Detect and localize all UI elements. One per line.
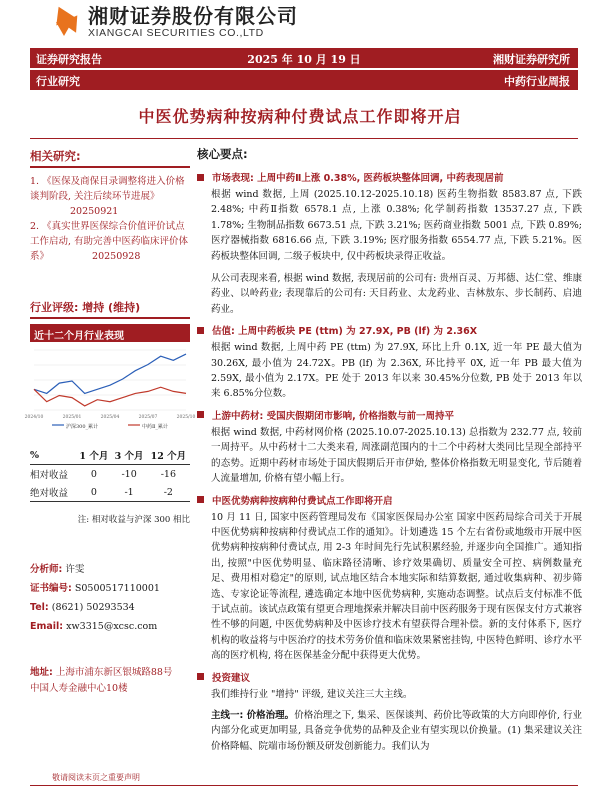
x-tick-label: 2025/01 bbox=[62, 415, 82, 420]
paragraph: 根据 wind 数据, 中药材网价格 (2025.10.07-2025.10.13) 总指数为 232.77 点, 较前一周持平。从中药材十二大类来看, 周涨副范围内的十二个中药材大类同比呈现全部持平的态势。近期中药材市场处于国庆假期后开市伊始, 整体价格指数无明显变化, 节后随着人流量增加, 价格有望小幅上行。 bbox=[211, 426, 582, 485]
legend-label-zy: 中药Ⅱ_累计 bbox=[142, 424, 168, 430]
table-note: 注: 相对收益与沪深 300 相比 bbox=[77, 515, 190, 525]
paragraph bbox=[197, 708, 582, 754]
footer-disclaimer: 敬请阅读末页之重要声明 bbox=[52, 773, 140, 782]
x-tick-label: 2025/04 bbox=[100, 415, 120, 420]
mainline-label: 主线一: 价格治理。 bbox=[211, 709, 295, 721]
performance-chart bbox=[24, 344, 196, 432]
logo-mark-icon bbox=[52, 6, 82, 38]
cert-label: 证书编号: bbox=[30, 583, 72, 594]
bullet-square-icon bbox=[197, 327, 204, 334]
table-cell: 0 bbox=[76, 483, 111, 502]
table-cell: 绝对收益 bbox=[30, 483, 76, 502]
page-title: 中医优势病种按病种付费试点工作即将开启 bbox=[138, 107, 462, 126]
key-points-heading: 核心要点: bbox=[197, 147, 248, 161]
bullet-square-icon bbox=[197, 496, 204, 503]
table-header-cell: 3 个月 bbox=[112, 446, 147, 465]
table-cell: -10 bbox=[121, 468, 137, 480]
email-address[interactable]: xw3315@xcsc.com bbox=[66, 621, 158, 632]
bullet-square-icon bbox=[197, 174, 204, 181]
tel-number: (8621) 50293534 bbox=[51, 602, 135, 613]
performance-chart-svg bbox=[24, 344, 196, 432]
related-item-date: 20250928 bbox=[92, 251, 141, 262]
bullet-square-icon bbox=[197, 411, 204, 418]
x-tick-label: 2025/07 bbox=[138, 415, 158, 420]
paragraph: 我们维持行业 "增持" 评级, 建议关注三大主线。 bbox=[211, 688, 413, 700]
bullet-square-icon bbox=[197, 673, 204, 680]
related-research-list bbox=[30, 174, 190, 264]
address-line-1: 上海市浦东新区银城路88号 bbox=[55, 667, 173, 678]
analyst-name: 许雯 bbox=[65, 564, 85, 575]
title-divider bbox=[30, 138, 578, 139]
analyst-info bbox=[30, 560, 200, 636]
header-band-top bbox=[30, 48, 578, 68]
paragraph: 根据 wind 数据, 上周 (2025.10.12-2025.10.18) 医药生物指数 8583.87 点, 下跌 2.48%; 中药Ⅱ指数 6578.1 点, 上涨 0.38%; 化学制药指数 13537.27 点, 下跌 1.78%; 生物制品指数 6673.51 点, 下跌 3.21%; 医药商业指数 5001 点, 下跌 0.89%; 医疗器械指数 6816.66 点, 下跌 3.19%; 医疗服务指数 6554.77 点, 下跌 5.21%。医药板块整体回调, 二级子板块中, 仅中药板块录得正收益。 bbox=[211, 189, 582, 262]
section-heading-valuation: 估值: 上周中药板块 PE (ttm) 为 27.9X, PB (lf) 为 2.36X bbox=[197, 323, 582, 337]
left-sidebar bbox=[30, 148, 190, 264]
paragraph: 从公司表现来看, 根据 wind 数据, 表现居前的公司有: 贵州百灵、万邦德、达仁堂、维康药业、以岭药业; 表现靠后的公司有: 天目药业、太龙药业、吉林敖东、步长制药、启迪药业。 bbox=[211, 273, 582, 315]
footer-divider bbox=[30, 785, 578, 786]
header-band-bottom bbox=[30, 70, 578, 90]
report-type: 证券研究报告 bbox=[36, 53, 102, 66]
cert-number: S0500517110001 bbox=[74, 583, 160, 594]
table-header-cell: 1 个月 bbox=[76, 446, 111, 465]
table-row bbox=[30, 483, 190, 502]
related-item[interactable] bbox=[30, 174, 190, 219]
institute-name: 湘财证券研究所 bbox=[493, 53, 570, 66]
analyst-label: 分析师: bbox=[30, 564, 63, 575]
address-label: 地址: bbox=[30, 667, 53, 678]
paragraph: 10 月 11 日, 国家中医药管理局发布《国家医保局办公室 国家中医药局综合司关于开展中医优势病种按病种付费试点工作的通知》。计划遴选 15 个左右省份或地级市开展中医优势病种按病种付费试点, 用 2-3 年时间先行先试积累经验, 并逐步向全国推广。通知指出, 按照"中医优势明显、临床路径清晰、诊疗效果确切、质量安全可控、病例数量充足、费用相对稳定"的原则, 试点地区结合本地实际和结算数据, 通过收集病种、初步筛选、专家论证等流程, 遴选确定本地中医优势病种, 实施动态调整。试点后支付标准不低于试点前。该试点政策有望更合理地探索并解决目前中医药服务于现有医保支付方式兼容性不够的问题, 中医优势病种及中医诊疗技术有望获得合理补偿。新的支付体系下, 医疗机构的收益将与中医治疗的技术劳务价值和临床效果紧密挂钩, 中医特色鲜明、诊疗水平高的医疗机构, 将在医保基金分配中获得更大优势。 bbox=[211, 511, 582, 662]
performance-chart-title: 近十二个月行业表现 bbox=[30, 324, 190, 342]
report-date: 2025 年 10 月 19 日 bbox=[247, 53, 361, 66]
related-research-heading: 相关研究: bbox=[30, 148, 190, 168]
address-line-2: 中国人寿金融中心10楼 bbox=[30, 683, 128, 694]
logo-cn-text: 湘财证券股份有限公司 bbox=[88, 4, 298, 28]
table-header-cell: % bbox=[30, 446, 76, 465]
series-line-zy bbox=[34, 387, 186, 406]
performance-table bbox=[30, 446, 190, 502]
tel-label: Tel: bbox=[30, 602, 49, 613]
table-row bbox=[30, 465, 190, 484]
related-item-date: 20250921 bbox=[70, 206, 119, 217]
table-header-row bbox=[30, 446, 190, 465]
company-logo bbox=[52, 4, 298, 40]
main-content bbox=[197, 146, 582, 754]
section-heading-materials: 上游中药材: 受国庆假期闭市影响, 价格指数与前一周持平 bbox=[197, 408, 582, 422]
logo-en-text: XIANGCAI SECURITIES CO.,LTD bbox=[88, 27, 264, 39]
table-header-cell: 12 个月 bbox=[147, 446, 190, 465]
table-cell: -2 bbox=[147, 483, 190, 502]
related-item-title[interactable]: 1. 《医保及商保目录调整将进入价格谈判阶段, 关注后续环节进展》 bbox=[30, 176, 185, 202]
paragraph: 根据 wind 数据, 上周中药 PE (ttm) 为 27.9X, 环比上升 0.1X, 近一年 PE 最大值为 30.26X, 最小值为 24.72X。PB (lf) 为 2.36X, 环比持平 0X, 近一年 PB 最大值为 2.59X, 最小值为 2.17X。PE 处于 2013 年以来 30.45%分位数, PB 处于 2013 年以来 6.85%分位数。 bbox=[211, 342, 582, 400]
industry-rating: 行业评级: 增持 (维持) bbox=[30, 299, 190, 319]
table-cell: -16 bbox=[160, 468, 177, 480]
section-heading-policy: 中医优势病种按病种付费试点工作即将开启 bbox=[197, 493, 582, 507]
address-info bbox=[30, 665, 205, 697]
related-item-title[interactable]: 2. 《真实世界医保综合价值评价试点工作启动, 有助完善中医药临床评价体系》 bbox=[30, 221, 189, 262]
related-item[interactable] bbox=[30, 219, 190, 264]
research-category: 行业研究 bbox=[36, 75, 80, 88]
legend-label-hs300: 沪深300_累计 bbox=[66, 424, 99, 430]
table-cell: -1 bbox=[112, 483, 147, 502]
table-cell: 0 bbox=[90, 468, 97, 480]
section-heading-investment: 投资建议 bbox=[197, 670, 582, 684]
email-label: Email: bbox=[30, 621, 64, 632]
x-tick-label: 2025/10 bbox=[176, 415, 196, 420]
table-cell: 相对收益 bbox=[30, 470, 69, 481]
section-heading-market: 市场表现: 上周中药Ⅱ上涨 0.38%, 医药板块整体回调, 中药表现居前 bbox=[197, 170, 582, 184]
mainline-text: 价格治理之下, 集采、医保谈判、药价比等政策的大方向即停价, 行业内部分化或更加明显, 具备竞争优势的品种及企业有望实现以价换量。(1) 集采建议关注价格降幅、院端市场份额及研发创新能力。我们认为 bbox=[211, 709, 582, 752]
x-tick-label: 2024/10 bbox=[24, 415, 44, 420]
report-series: 中药行业周报 bbox=[504, 75, 570, 88]
